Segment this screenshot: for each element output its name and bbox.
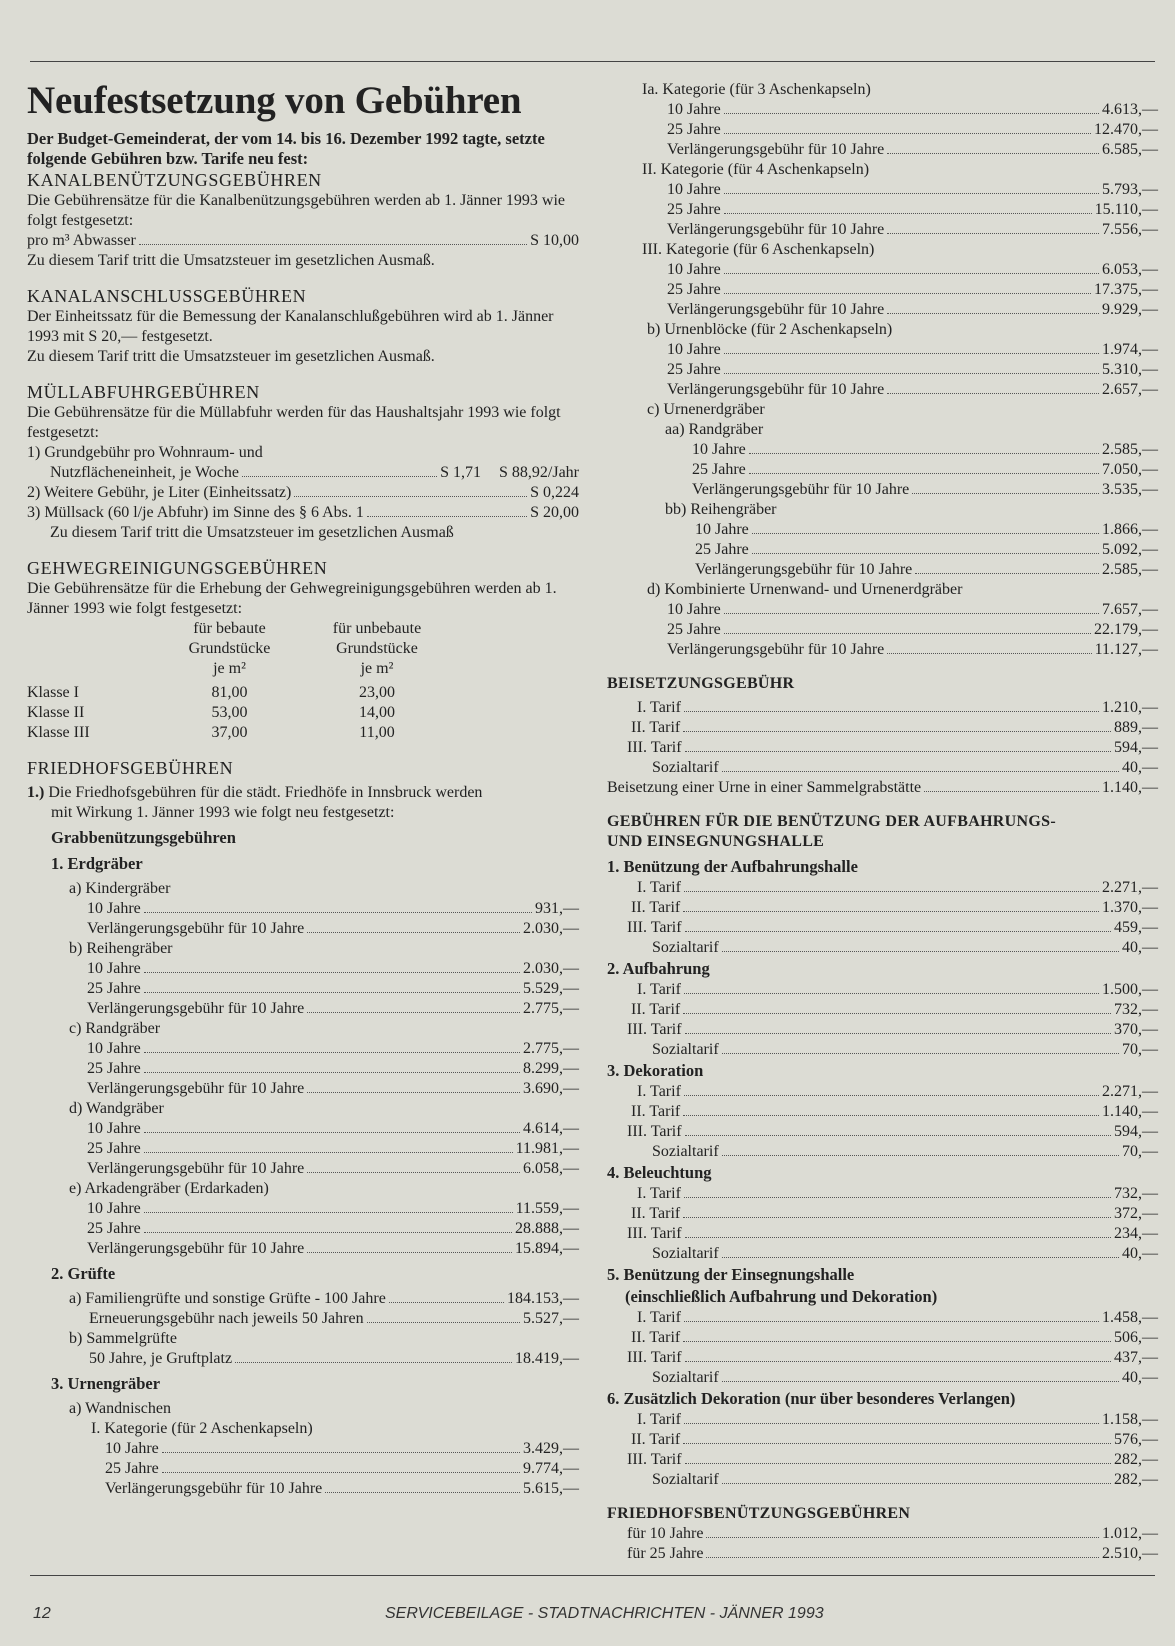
fee-label: I. Tarif xyxy=(637,1411,681,1428)
fee-label: 25 Jahre xyxy=(87,1220,141,1237)
fee-value: 9.929,— xyxy=(1102,301,1158,318)
fee-label: Sozialtarif xyxy=(652,1245,719,1262)
fee-label: III. Tarif xyxy=(627,1021,682,1038)
muell-item3-row: 3) Müllsack (60 l/je Abfuhr) im Sinne des § 6 Abs. 1 S 20,00 xyxy=(27,504,579,521)
rand-list xyxy=(647,440,1158,500)
erd-group-title: a) Kindergräber xyxy=(69,880,171,897)
fee-value: 70,— xyxy=(1122,1041,1158,1058)
fee-row xyxy=(87,959,579,979)
komb-title: d) Kombinierte Urnenwand- und Urnenerdgräber xyxy=(647,581,963,598)
urnenbloecke-title: b) Urnenblöcke (für 2 Aschenkapseln) xyxy=(647,321,893,338)
fee-label: 25 Jahre xyxy=(692,461,746,478)
lead-text: Der Budget-Gemeinderat, der vom 14. bis 16. Dezember 1992 tagte, setzte folgende Gebühren bzw. Tarife neu fest: xyxy=(27,129,545,168)
fee-row xyxy=(607,1102,1158,1122)
fee-value: 2.271,— xyxy=(1102,879,1158,896)
aufbahrung-title-2: UND EINSEGNUNGSHALLE xyxy=(607,833,825,850)
zusatz-list xyxy=(607,1410,1158,1490)
fee-value: 40,— xyxy=(1122,759,1158,776)
fee-row xyxy=(607,1328,1158,1348)
halle-group-title: 2. Aufbahrung xyxy=(607,959,710,978)
fee-value: 40,— xyxy=(1122,1245,1158,1262)
fee-label: 25 Jahre xyxy=(667,281,721,298)
fee-row xyxy=(607,1348,1158,1368)
fee-value: 2.775,— xyxy=(523,1040,579,1057)
fee-row xyxy=(87,999,579,1019)
fee-label: 25 Jahre xyxy=(667,121,721,138)
fee-value: 7.556,— xyxy=(1102,221,1158,238)
fee-value: 7.050,— xyxy=(1102,461,1158,478)
fee-value: 1.140,— xyxy=(1102,1103,1158,1120)
gehweg-row: Klasse II 53,00 14,00 xyxy=(27,704,395,721)
fee-value: 5.615,— xyxy=(523,1480,579,1497)
kat1a-title: Ia. Kategorie (für 3 Aschenkapseln) xyxy=(642,81,871,98)
fee-row xyxy=(607,1204,1158,1224)
fee-label: Verlängerungsgebühr für 10 Jahre xyxy=(87,1080,305,1097)
kanalbenuetzung-text: Die Gebührensätze für die Kanalbenützungsgebühren werden ab 1. Jänner 1993 wie folgt festgesetzt: xyxy=(27,192,566,229)
fee-label: 10 Jahre xyxy=(87,900,141,917)
fee-value: 1.500,— xyxy=(1102,981,1158,998)
fee-row xyxy=(627,1544,1158,1564)
fee-row xyxy=(87,1219,579,1239)
fee-value: 15.110,— xyxy=(1094,201,1158,218)
fee-label: I. Tarif xyxy=(637,699,681,716)
fee-row xyxy=(607,738,1158,758)
fee-value: 732,— xyxy=(1114,1185,1158,1202)
fee-row xyxy=(607,1000,1158,1020)
gehweg-text: Die Gebührensätze für die Erhebung der Gehwegreinigungsgebühren werden ab 1. Jänner 1993 wie folgt festgesetzt: xyxy=(27,580,557,617)
fee-row xyxy=(607,718,1158,738)
top-rule xyxy=(30,61,1155,62)
reihen-list xyxy=(647,520,1158,580)
muell-item1-row: Nutzflächeneinheit, je Woche S 1,71 S 88,92/Jahr xyxy=(50,464,579,481)
footer-text: SERVICEBEILAGE - STADTNACHRICHTEN - JÄNNER 1993 xyxy=(385,1605,824,1622)
fee-label: Verlängerungsgebühr für 10 Jahre xyxy=(667,641,885,658)
fee-label: I. Tarif xyxy=(637,879,681,896)
fee-value: 1.866,— xyxy=(1102,521,1158,538)
rand-title: aa) Randgräber xyxy=(665,421,764,438)
kanalbenuetzung-title: KANALBENÜTZUNGSGEBÜHREN xyxy=(27,170,322,190)
fee-row xyxy=(667,100,1158,120)
fee-label: 10 Jahre xyxy=(87,960,141,977)
urnenbloecke-list xyxy=(647,340,1158,400)
fee-label: II. Tarif xyxy=(631,1103,681,1120)
fee-value: 1.012,— xyxy=(1102,1525,1158,1542)
fee-value: 5.529,— xyxy=(523,980,579,997)
fee-label: Verlängerungsgebühr für 10 Jahre xyxy=(87,1160,305,1177)
fee-row xyxy=(607,1450,1158,1470)
halle-list xyxy=(607,856,1158,1264)
fee-label: Verlängerungsgebühr für 10 Jahre xyxy=(695,561,913,578)
fee-label: II. Tarif xyxy=(631,1001,681,1018)
fee-value: 282,— xyxy=(1114,1451,1158,1468)
fee-label: Verlängerungsgebühr für 10 Jahre xyxy=(692,481,910,498)
fee-label: II. Tarif xyxy=(631,899,681,916)
fee-row xyxy=(87,919,579,939)
beisetzung-title: BEISETZUNGSGEBÜHR xyxy=(607,675,795,692)
fee-row xyxy=(87,1239,579,1259)
beisetzung-urne-row: Beisetzung einer Urne in einer Sammelgrabstätte 1.140,— xyxy=(607,779,1158,796)
kat1-title: I. Kategorie (für 2 Aschenkapseln) xyxy=(91,1420,313,1437)
fee-value: 8.299,— xyxy=(523,1060,579,1077)
fee-row xyxy=(87,979,579,999)
fee-label: Sozialtarif xyxy=(652,1471,719,1488)
fee-label: Verlängerungsgebühr für 10 Jahre xyxy=(87,1240,305,1257)
erd-group-title: e) Arkadengräber (Erdarkaden) xyxy=(69,1180,269,1197)
fee-value: 11.127,— xyxy=(1094,641,1158,658)
page-number: 12 xyxy=(33,1605,51,1622)
fee-value: 372,— xyxy=(1114,1205,1158,1222)
fee-label: 10 Jahre xyxy=(105,1440,159,1457)
reihen-title: bb) Reihengräber xyxy=(665,501,777,518)
fee-value: 234,— xyxy=(1114,1225,1158,1242)
fee-label: 25 Jahre xyxy=(105,1460,159,1477)
muell-text: Die Gebührensätze für die Müllabfuhr werden für das Haushaltsjahr 1993 wie folgt festgesetzt: xyxy=(27,404,561,441)
fee-row xyxy=(607,1368,1158,1388)
fee-label: Sozialtarif xyxy=(652,1369,719,1386)
fee-row xyxy=(667,640,1158,660)
fee-row xyxy=(627,1524,1158,1544)
fee-label: für 25 Jahre xyxy=(627,1545,704,1562)
fee-label: für 10 Jahre xyxy=(627,1525,704,1542)
kat1-list xyxy=(69,1439,579,1499)
fee-row xyxy=(667,360,1158,380)
fee-row xyxy=(692,440,1158,460)
fee-label: 25 Jahre xyxy=(87,1140,141,1157)
fee-value: 5.793,— xyxy=(1102,181,1158,198)
fee-row xyxy=(607,1244,1158,1264)
kanalanschluss-title: KANALANSCHLUSSGEBÜHREN xyxy=(27,286,307,306)
gehweg-row: Klasse III 37,00 11,00 xyxy=(27,724,395,741)
fee-row xyxy=(695,540,1158,560)
gruefte-b-row: 50 Jahre, je Gruftplatz 18.419,— xyxy=(89,1350,579,1367)
erdgraeber-list xyxy=(27,879,579,1259)
kanalanschluss-tax: Zu diesem Tarif tritt die Umsatzsteuer im gesetzlichen Ausmaß. xyxy=(27,348,435,365)
fee-label: II. Tarif xyxy=(631,1431,681,1448)
fee-value: 2.030,— xyxy=(523,920,579,937)
fee-row xyxy=(607,878,1158,898)
fee-value: 3.690,— xyxy=(523,1080,579,1097)
fee-label: Sozialtarif xyxy=(652,1041,719,1058)
fee-label: Sozialtarif xyxy=(652,939,719,956)
fee-row xyxy=(87,1079,579,1099)
fee-row xyxy=(692,460,1158,480)
fee-value: 370,— xyxy=(1114,1021,1158,1038)
fee-value: 4.614,— xyxy=(523,1120,579,1137)
muell-item1-line1: 1) Grundgebühr pro Wohnraum- und xyxy=(27,444,263,461)
fee-row xyxy=(607,938,1158,958)
fee-label: 10 Jahre xyxy=(667,101,721,118)
fee-value: 594,— xyxy=(1114,1123,1158,1140)
gehweg-table: für bebaute für unbebaute Grundstücke Grundstücke je m² je m² Klasse I 81,00 23,00 Klasse II 53,00 14,00 Klasse III 37,00 11,00 xyxy=(27,619,452,743)
gruefte-a2-row: Erneuerungsgebühr nach jeweils 50 Jahren 5.527,— xyxy=(89,1310,579,1327)
gruefte-a-row: a) Familiengrüfte und sonstige Grüfte - 100 Jahre 184.153,— xyxy=(69,1290,579,1307)
fee-row xyxy=(607,898,1158,918)
fee-value: 2.657,— xyxy=(1102,381,1158,398)
fee-row xyxy=(667,260,1158,280)
muell-title: MÜLLABFUHRGEBÜHREN xyxy=(27,382,260,402)
fee-value: 594,— xyxy=(1114,739,1158,756)
fee-row xyxy=(87,1139,579,1159)
fee-value: 282,— xyxy=(1114,1471,1158,1488)
muell-item2-row: 2) Weitere Gebühr, je Liter (Einheitssatz) S 0,224 xyxy=(27,484,579,501)
fee-row xyxy=(607,918,1158,938)
kanalbenuetzung-tax: Zu diesem Tarif tritt die Umsatzsteuer im gesetzlichen Ausmaß. xyxy=(27,252,435,269)
fee-label: 10 Jahre xyxy=(87,1120,141,1137)
fee-value: 1.210,— xyxy=(1102,699,1158,716)
fee-value: 576,— xyxy=(1114,1431,1158,1448)
fee-label: II. Tarif xyxy=(631,1329,681,1346)
fee-value: 12.470,— xyxy=(1094,121,1158,138)
fee-value: 2.585,— xyxy=(1102,561,1158,578)
fee-row xyxy=(607,698,1158,718)
fee-label: 25 Jahre xyxy=(695,541,749,558)
fee-label: III. Tarif xyxy=(627,919,682,936)
fee-label: Verlängerungsgebühr für 10 Jahre xyxy=(667,141,885,158)
fee-row xyxy=(667,280,1158,300)
fee-label: Verlängerungsgebühr für 10 Jahre xyxy=(87,1000,305,1017)
fee-label: I. Tarif xyxy=(637,1083,681,1100)
bottom-rule xyxy=(30,1575,1155,1576)
fee-row xyxy=(87,899,579,919)
fee-label: 10 Jahre xyxy=(667,341,721,358)
fee-value: 1.370,— xyxy=(1102,899,1158,916)
beisetzung-list xyxy=(607,698,1158,778)
fee-row xyxy=(667,180,1158,200)
fee-row xyxy=(695,520,1158,540)
left-column xyxy=(27,75,579,1499)
fee-row xyxy=(607,1308,1158,1328)
fee-row xyxy=(667,300,1158,320)
fee-value: 5.310,— xyxy=(1102,361,1158,378)
fee-label: 10 Jahre xyxy=(667,181,721,198)
fee-row xyxy=(667,620,1158,640)
fee-label: 10 Jahre xyxy=(692,441,746,458)
gehweg-title: GEHWEGREINIGUNGSGEBÜHREN xyxy=(27,558,328,578)
fee-value: 17.375,— xyxy=(1094,281,1158,298)
halle-group-title: 3. Dekoration xyxy=(607,1061,704,1080)
fee-value: 3.429,— xyxy=(523,1440,579,1457)
kat3-title: III. Kategorie (für 6 Aschenkapseln) xyxy=(642,241,875,258)
gruefte-title: 2. Grüfte xyxy=(51,1264,116,1283)
fee-label: II. Tarif xyxy=(631,1205,681,1222)
wandnischen-title: a) Wandnischen xyxy=(69,1400,171,1417)
kanalanschluss-text: Der Einheitssatz für die Bemessung der Kanalanschlußgebühren wird ab 1. Jänner 1993 mit S 20,— festgesetzt. xyxy=(27,308,554,345)
fee-value: 5.092,— xyxy=(1102,541,1158,558)
fee-value: 3.535,— xyxy=(1102,481,1158,498)
fee-row xyxy=(607,1142,1158,1162)
fee-value: 9.774,— xyxy=(523,1460,579,1477)
fee-row xyxy=(607,1040,1158,1060)
fee-row xyxy=(692,480,1158,500)
fee-row xyxy=(695,560,1158,580)
fee-row xyxy=(607,980,1158,1000)
fee-label: I. Tarif xyxy=(637,981,681,998)
fee-value: 437,— xyxy=(1114,1349,1158,1366)
halle-group-title: 4. Beleuchtung xyxy=(607,1163,712,1182)
benuetzung-list xyxy=(607,1524,1158,1564)
fee-value: 1.458,— xyxy=(1102,1309,1158,1326)
fee-value: 28.888,— xyxy=(515,1220,579,1237)
einsegnung-title-2: (einschließlich Aufbahrung und Dekoration) xyxy=(625,1287,938,1306)
benuetzung-title: FRIEDHOFSBENÜTZUNGSGEBÜHREN xyxy=(607,1505,911,1522)
fee-value: 889,— xyxy=(1114,719,1158,736)
fee-label: III. Tarif xyxy=(627,1451,682,1468)
einsegnung-title-1: 5. Benützung der Einsegnungshalle xyxy=(607,1265,855,1284)
fee-label: III. Tarif xyxy=(627,1349,682,1366)
fee-row xyxy=(667,220,1158,240)
fee-label: II. Tarif xyxy=(631,719,681,736)
fee-value: 1.974,— xyxy=(1102,341,1158,358)
kat1a-list xyxy=(667,100,1158,160)
fee-value: 459,— xyxy=(1114,919,1158,936)
fee-label: 10 Jahre xyxy=(667,601,721,618)
fee-label: Sozialtarif xyxy=(652,759,719,776)
halle-group-title: 1. Benützung der Aufbahrungshalle xyxy=(607,857,858,876)
kanalbenuetzung-row: pro m³ Abwasser S 10,00 xyxy=(27,232,579,249)
fee-label: Sozialtarif xyxy=(652,1143,719,1160)
fee-value: 22.179,— xyxy=(1094,621,1158,638)
fee-label: 10 Jahre xyxy=(667,261,721,278)
fee-label: 10 Jahre xyxy=(87,1040,141,1057)
fee-value: 2.510,— xyxy=(1102,1545,1158,1562)
fee-value: 2.030,— xyxy=(523,960,579,977)
fee-label: Verlängerungsgebühr für 10 Jahre xyxy=(667,301,885,318)
fee-value: 1.158,— xyxy=(1102,1411,1158,1428)
kat2-title: II. Kategorie (für 4 Aschenkapseln) xyxy=(642,161,870,178)
fee-row xyxy=(607,1122,1158,1142)
fee-value: 931,— xyxy=(535,900,579,917)
fee-label: III. Tarif xyxy=(627,1225,682,1242)
fee-row xyxy=(667,340,1158,360)
fee-row xyxy=(105,1459,579,1479)
fee-value: 2.585,— xyxy=(1102,441,1158,458)
erd-group-title: d) Wandgräber xyxy=(69,1100,164,1117)
fee-label: 25 Jahre xyxy=(667,201,721,218)
friedhof-intro-2: mit Wirkung 1. Jänner 1993 wie folgt neu festgesetzt: xyxy=(51,804,395,821)
kat3-list xyxy=(667,260,1158,320)
fee-row xyxy=(105,1439,579,1459)
fee-row xyxy=(607,1410,1158,1430)
grabbenuetzung-title: Grabbenützungsgebühren xyxy=(51,828,236,847)
fee-row xyxy=(667,200,1158,220)
fee-value: 4.613,— xyxy=(1102,101,1158,118)
fee-row xyxy=(87,1059,579,1079)
fee-row xyxy=(607,1470,1158,1490)
fee-value: 11.981,— xyxy=(515,1140,579,1157)
gehweg-row: Klasse I 81,00 23,00 xyxy=(27,684,395,701)
fee-value: 70,— xyxy=(1122,1143,1158,1160)
fee-row xyxy=(607,758,1158,778)
fee-row xyxy=(87,1159,579,1179)
fee-value: 732,— xyxy=(1114,1001,1158,1018)
fee-row xyxy=(607,1224,1158,1244)
fee-value: 2.775,— xyxy=(523,1000,579,1017)
fee-value: 6.058,— xyxy=(523,1160,579,1177)
right-column xyxy=(607,80,1158,1564)
fee-label: Verlängerungsgebühr für 10 Jahre xyxy=(667,221,885,238)
zusatz-title: 6. Zusätzlich Dekoration (nur über besonderes Verlangen) xyxy=(607,1389,1016,1408)
aufbahrung-title-1: GEBÜHREN FÜR DIE BENÜTZUNG DER AUFBAHRUNGS- xyxy=(607,813,1056,830)
fee-row xyxy=(105,1479,579,1499)
fee-row xyxy=(607,1020,1158,1040)
einsegnung-list xyxy=(607,1308,1158,1388)
fee-row xyxy=(667,380,1158,400)
fee-label: Verlängerungsgebühr für 10 Jahre xyxy=(105,1480,323,1497)
fee-label: 25 Jahre xyxy=(667,361,721,378)
fee-value: 2.271,— xyxy=(1102,1083,1158,1100)
erd-group-title: c) Randgräber xyxy=(69,1020,161,1037)
fee-row xyxy=(607,1430,1158,1450)
fee-value: 6.585,— xyxy=(1102,141,1158,158)
fee-row xyxy=(87,1199,579,1219)
fee-value: 15.894,— xyxy=(515,1240,579,1257)
fee-row xyxy=(607,1184,1158,1204)
fee-value: 11.559,— xyxy=(515,1200,579,1217)
urnengraeber-title: 3. Urnengräber xyxy=(51,1374,161,1393)
friedhof-intro: 1.) Die Friedhofsgebühren für die städt. Friedhöfe in Innsbruck werden xyxy=(27,784,483,801)
fee-label: Verlängerungsgebühr für 10 Jahre xyxy=(667,381,885,398)
fee-row xyxy=(667,600,1158,620)
erd-group-title: b) Reihengräber xyxy=(69,940,173,957)
friedhof-title: FRIEDHOFSGEBÜHREN xyxy=(27,758,234,778)
fee-row xyxy=(87,1039,579,1059)
gruefte-b-title: b) Sammelgrüfte xyxy=(69,1330,177,1347)
fee-label: III. Tarif xyxy=(627,1123,682,1140)
fee-label: 25 Jahre xyxy=(87,980,141,997)
fee-value: 7.657,— xyxy=(1102,601,1158,618)
fee-label: 25 Jahre xyxy=(87,1060,141,1077)
fee-value: 40,— xyxy=(1122,1369,1158,1386)
fee-value: 6.053,— xyxy=(1102,261,1158,278)
fee-label: 10 Jahre xyxy=(87,1200,141,1217)
erdgraeber-title: 1. Erdgräber xyxy=(51,854,143,873)
fee-value: 40,— xyxy=(1122,939,1158,956)
fee-label: I. Tarif xyxy=(637,1309,681,1326)
fee-row xyxy=(667,140,1158,160)
fee-row xyxy=(87,1119,579,1139)
fee-row xyxy=(607,1082,1158,1102)
urnenerd-title: c) Urnenerdgräber xyxy=(647,401,765,418)
fee-label: I. Tarif xyxy=(637,1185,681,1202)
fee-label: Verlängerungsgebühr für 10 Jahre xyxy=(87,920,305,937)
muell-tax: Zu diesem Tarif tritt die Umsatzsteuer im gesetzlichen Ausmaß xyxy=(50,524,454,541)
fee-row xyxy=(667,120,1158,140)
kat2-list xyxy=(667,180,1158,240)
fee-label: 10 Jahre xyxy=(695,521,749,538)
fee-label: 25 Jahre xyxy=(667,621,721,638)
fee-value: 506,— xyxy=(1114,1329,1158,1346)
fee-label: III. Tarif xyxy=(627,739,682,756)
komb-list xyxy=(647,600,1158,660)
page-title: Neufestsetzung von Gebühren xyxy=(27,79,522,122)
